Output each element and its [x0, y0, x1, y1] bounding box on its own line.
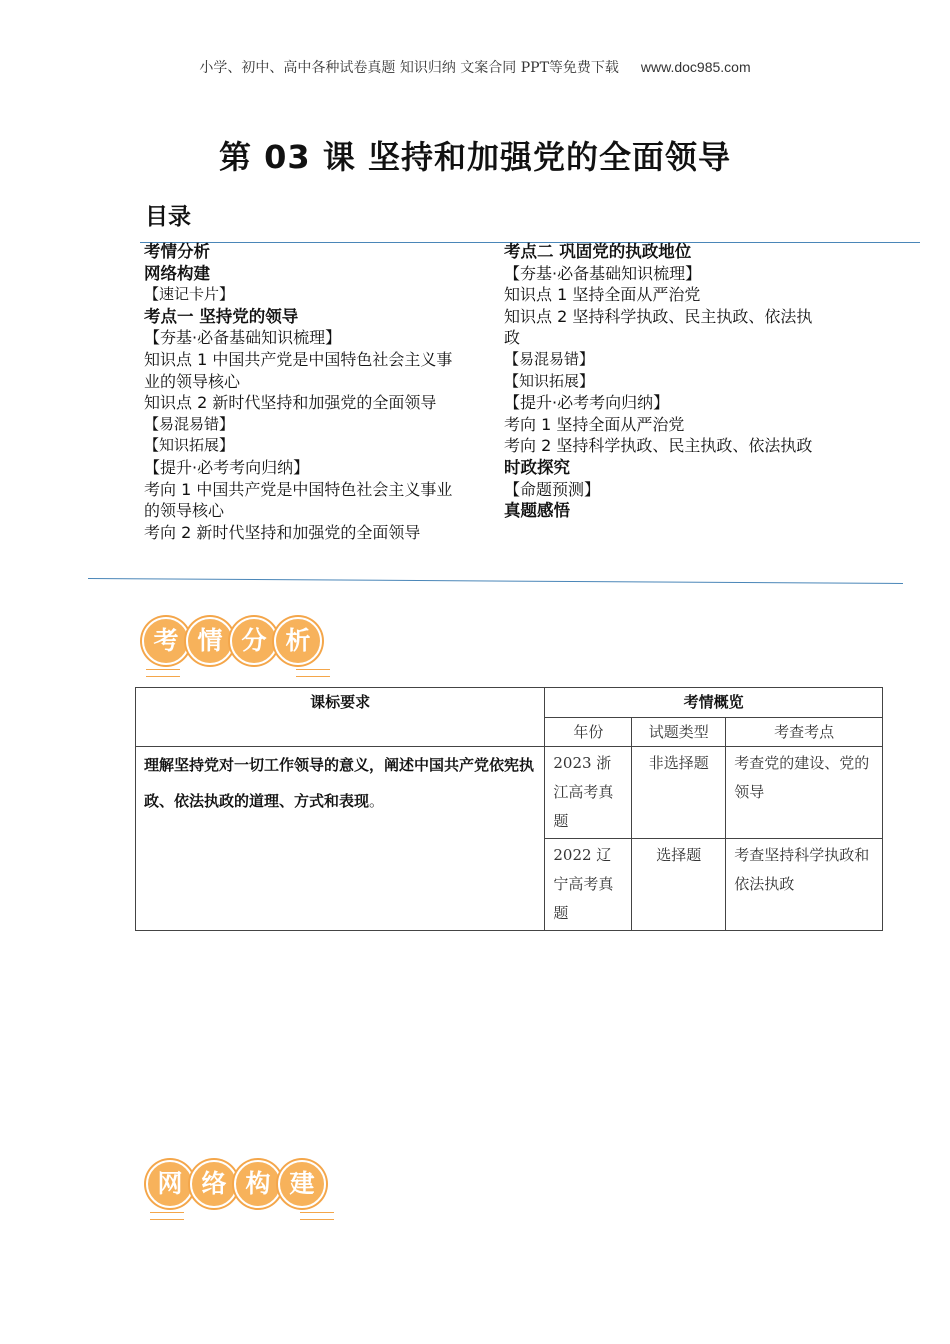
toc-left-column [144, 241, 454, 543]
toc-item[interactable]: 【知识拓展】 [144, 436, 235, 455]
toc-right-column [504, 241, 814, 522]
toc-item[interactable]: 【易混易错】 [504, 349, 595, 368]
toc-item[interactable]: 考向 1 坚持全面从严治党 [504, 414, 685, 434]
toc-item[interactable]: 【易混易错】 [144, 414, 235, 433]
badge-char: 分 [230, 617, 278, 665]
header-text: 小学、初中、高中各种试卷真题 知识归纳 文案合同 PPT等免费下载 [199, 60, 619, 76]
badge-underline [150, 1212, 184, 1220]
badge-char: 网 [146, 1160, 194, 1208]
toc-item[interactable]: 考点一 坚持党的领导 [144, 306, 299, 326]
toc-item[interactable]: 网络构建 [144, 263, 210, 283]
toc-item[interactable]: 时政探究 [504, 457, 570, 477]
badge-underline [300, 1212, 334, 1220]
badge-char: 建 [278, 1160, 326, 1208]
col-header-requirement: 课标要求 [136, 688, 545, 747]
toc-item[interactable]: 考向 2 坚持科学执政、民主执政、依法执政 [504, 436, 813, 456]
badge-underline [296, 669, 330, 677]
row2-type: 选择题 [632, 839, 726, 931]
col-header-overview: 考情概览 [545, 688, 883, 718]
toc-item[interactable]: 考向 2 新时代坚持和加强党的全面领导 [144, 522, 421, 542]
row1-year: 2023 浙江高考真题 [545, 747, 632, 839]
toc-item[interactable]: 【知识拓展】 [504, 371, 595, 390]
toc-item[interactable]: 考向 1 中国共产党是中国特色社会主义事业的领导核心 [144, 479, 453, 521]
header-url[interactable]: www.doc985.com [640, 59, 751, 75]
exam-overview-table [135, 687, 883, 931]
badge-char: 构 [234, 1160, 282, 1208]
requirement-cell [136, 747, 545, 931]
badge-char: 络 [190, 1160, 238, 1208]
toc-item[interactable]: 【夯基·必备基础知识梳理】 [504, 263, 702, 283]
toc-item[interactable]: 知识点 2 坚持科学执政、民主执政、依法执政 [504, 306, 813, 348]
row2-year: 2022 辽宁高考真题 [545, 839, 632, 931]
toc-item[interactable]: 【速记卡片】 [144, 285, 235, 304]
badge-underline [146, 669, 180, 677]
toc-item[interactable]: 【夯基·必备基础知识梳理】 [144, 328, 342, 348]
sub-header-type: 试题类型 [632, 718, 726, 747]
toc-item[interactable]: 考点二 巩固党的执政地位 [504, 242, 692, 261]
toc-item[interactable]: 【提升·必考考向归纳】 [144, 457, 310, 477]
toc-item[interactable]: 考情分析 [144, 242, 210, 261]
sub-header-point: 考查考点 [726, 718, 883, 747]
toc-item[interactable]: 知识点 1 坚持全面从严治党 [504, 285, 701, 305]
toc-item[interactable]: 知识点 2 新时代坚持和加强党的全面领导 [144, 393, 437, 413]
page-title: 第 03 课 坚持和加强党的全面领导 [219, 138, 731, 176]
requirement-text: 理解坚持党对一切工作领导的意义，阐述中国共产党依宪执政、依法执政的道理、方式和表现 [144, 756, 535, 810]
toc-item[interactable]: 知识点 1 中国共产党是中国特色社会主义事业的领导核心 [144, 349, 453, 391]
toc-bottom-rule [88, 578, 903, 584]
page-header [0, 57, 950, 77]
requirement-end: 。 [369, 792, 385, 810]
toc-item[interactable]: 【命题预测】 [504, 479, 601, 499]
row2-point: 考查坚持科学执政和依法执政 [726, 839, 883, 931]
toc-item[interactable]: 真题感悟 [504, 501, 570, 521]
badge-char: 考 [142, 617, 190, 665]
toc-item[interactable]: 【提升·必考考向归纳】 [504, 393, 670, 413]
sub-header-year: 年份 [545, 718, 632, 747]
badge-char: 析 [274, 617, 322, 665]
row1-type: 非选择题 [632, 747, 726, 839]
row1-point: 考查党的建设、党的领导 [726, 747, 883, 839]
badge-char: 情 [186, 617, 234, 665]
toc-heading: 目录 [145, 204, 191, 230]
